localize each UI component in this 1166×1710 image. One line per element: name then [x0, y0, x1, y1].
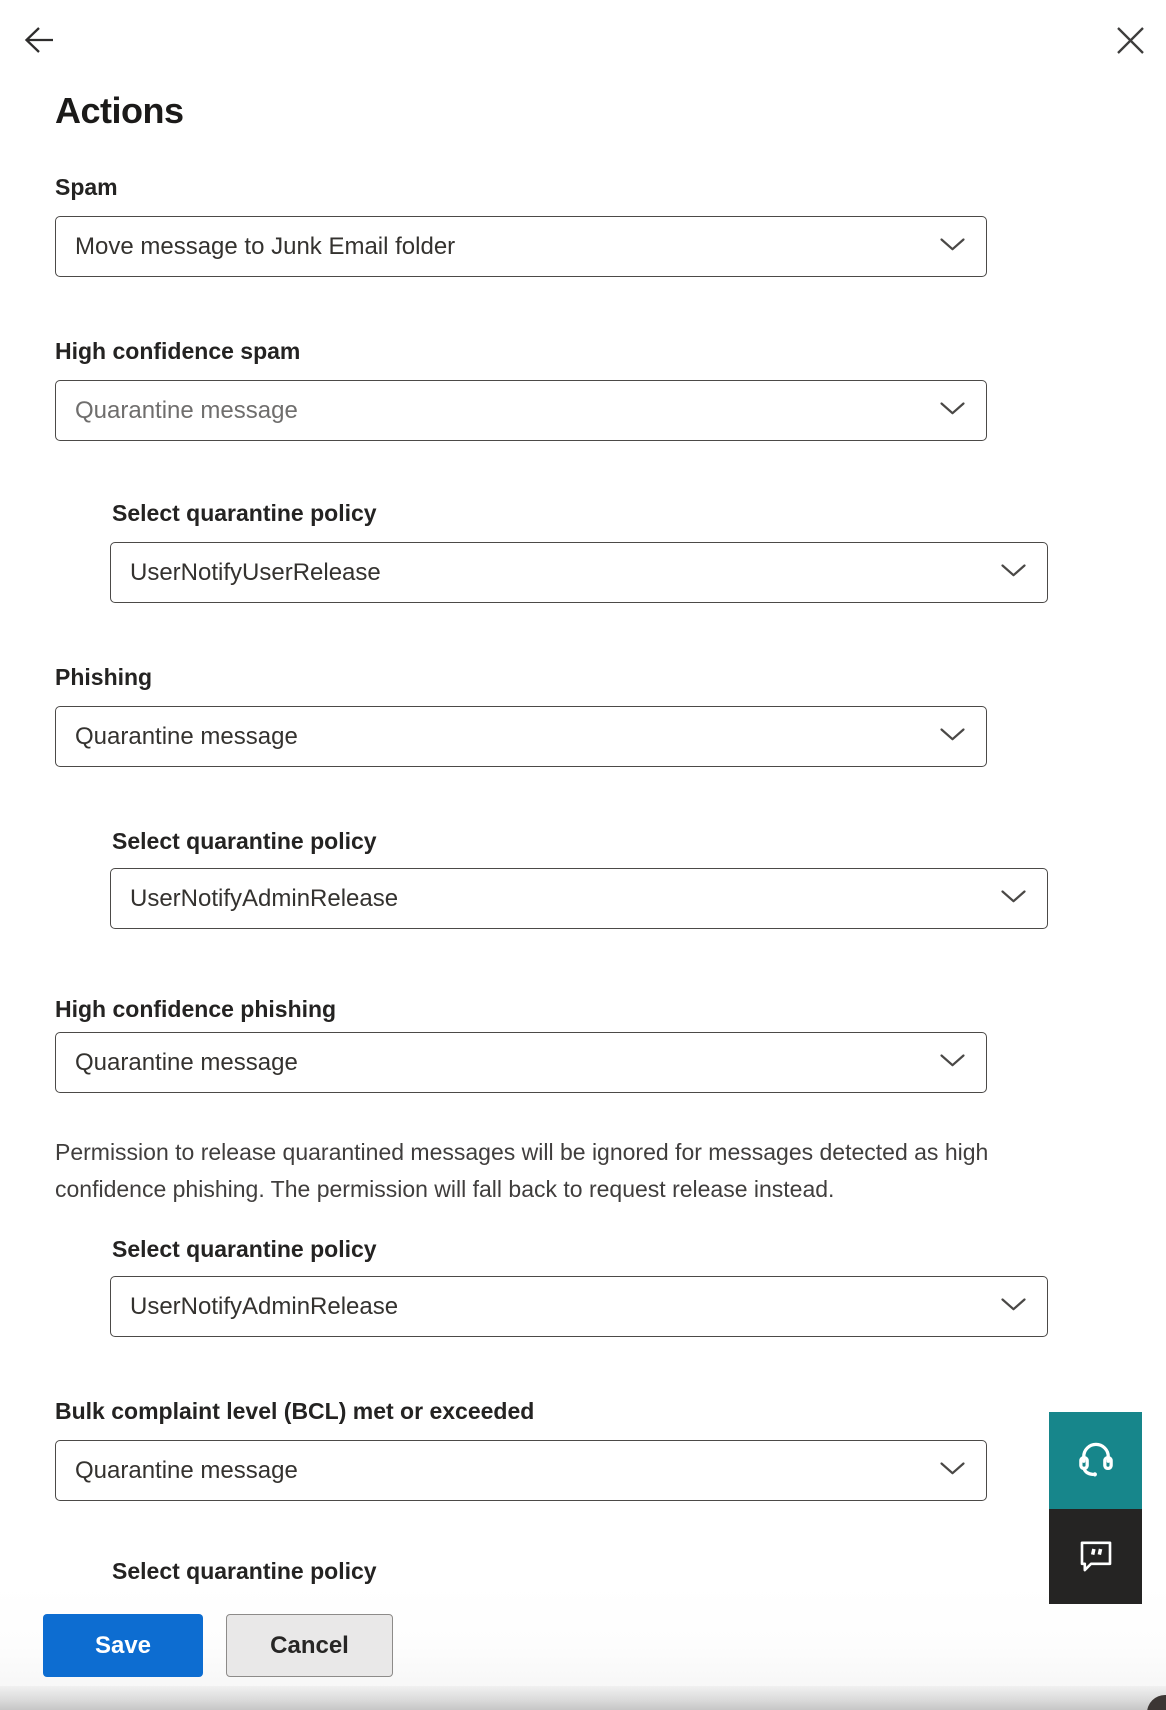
feedback-button[interactable] — [1049, 1509, 1142, 1604]
page-title: Actions — [55, 90, 184, 131]
chevron-down-icon — [1000, 563, 1027, 583]
select-quarantine-policy-label: Select quarantine policy — [112, 500, 377, 526]
dropdown-value: UserNotifyAdminRelease — [130, 1292, 399, 1320]
dropdown-value: UserNotifyUserRelease — [130, 558, 381, 586]
chevron-down-icon — [939, 401, 966, 421]
high-confidence-phishing-action-dropdown[interactable] — [55, 1032, 987, 1093]
bottom-edge-strip — [0, 1686, 1166, 1710]
chevron-down-icon — [1000, 889, 1027, 909]
speech-bubble-icon — [1075, 1534, 1117, 1579]
spam-action-dropdown[interactable] — [55, 216, 987, 277]
dropdown-value: Move message to Junk Email folder — [75, 232, 456, 260]
close-button[interactable] — [1116, 26, 1145, 55]
back-button[interactable] — [23, 26, 55, 54]
dropdown-value: Quarantine message — [75, 1048, 298, 1076]
high-confidence-spam-label: High confidence spam — [55, 338, 301, 364]
high-confidence-phishing-note: Permission to release quarantined messages will be ignored for messages detected as high confidence phishing. The permission will fall back to request release instead. — [55, 1139, 989, 1202]
high-confidence-spam-action-dropdown[interactable] — [55, 380, 987, 441]
phishing-label: Phishing — [55, 664, 153, 690]
quarantine-policy-dropdown-1[interactable] — [110, 542, 1048, 603]
phishing-action-dropdown[interactable] — [55, 706, 987, 767]
quarantine-policy-dropdown-2[interactable] — [110, 868, 1048, 929]
high-confidence-phishing-label: High confidence phishing — [55, 996, 337, 1022]
select-quarantine-policy-label: Select quarantine policy — [112, 828, 377, 854]
quarantine-policy-dropdown-3[interactable] — [110, 1276, 1048, 1337]
chevron-down-icon — [939, 727, 966, 747]
save-button[interactable]: Save — [43, 1614, 203, 1677]
dropdown-value: Quarantine message — [75, 1456, 298, 1484]
dropdown-value: UserNotifyAdminRelease — [130, 884, 399, 912]
select-quarantine-policy-label-clipped: Select quarantine policy — [112, 1558, 377, 1584]
help-button[interactable] — [1049, 1412, 1142, 1509]
bcl-action-dropdown[interactable] — [55, 1440, 987, 1501]
chevron-down-icon — [939, 1461, 966, 1481]
chevron-down-icon — [939, 1053, 966, 1073]
arrow-left-icon — [23, 42, 55, 57]
dropdown-value: Quarantine message — [75, 396, 298, 424]
headset-icon — [1073, 1436, 1119, 1485]
spam-label: Spam — [55, 174, 118, 200]
cancel-button[interactable]: Cancel — [226, 1614, 393, 1677]
close-icon — [1116, 43, 1145, 58]
dropdown-value: Quarantine message — [75, 722, 298, 750]
chevron-down-icon — [1000, 1297, 1027, 1317]
bcl-label: Bulk complaint level (BCL) met or exceeded — [55, 1398, 535, 1424]
chevron-down-icon — [939, 237, 966, 257]
select-quarantine-policy-label: Select quarantine policy — [112, 1236, 377, 1262]
